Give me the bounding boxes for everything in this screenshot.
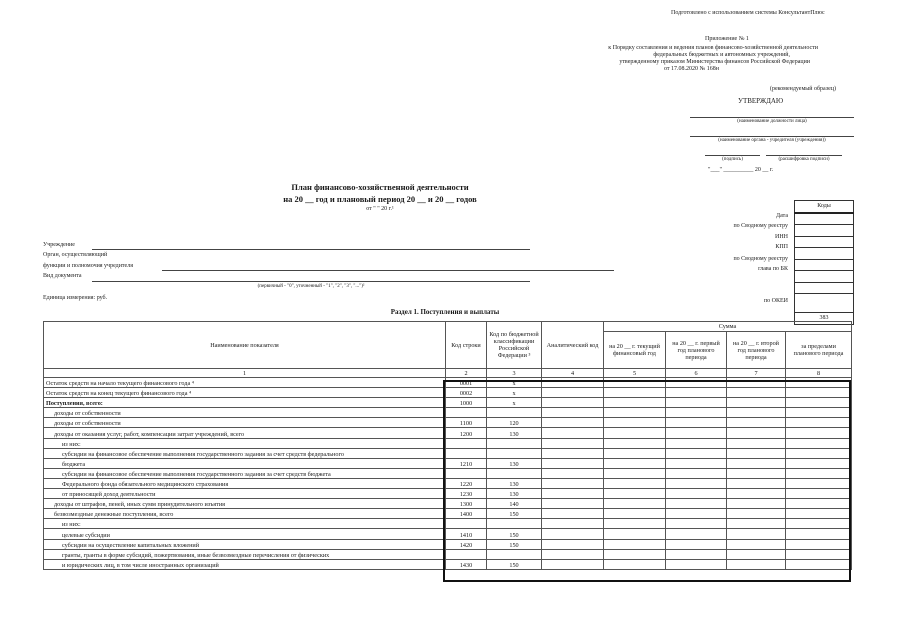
row-code: 1100 — [446, 418, 487, 428]
institution-line[interactable] — [92, 249, 530, 250]
th-name: Наименование показателя — [44, 322, 446, 369]
unit-label: Единица измерения: руб. — [43, 295, 108, 301]
decoding-caption: (расшифровка подписи) — [778, 157, 830, 162]
row-code: 1230 — [446, 489, 487, 499]
row-code: 0002 — [446, 388, 487, 398]
doctype-label: Вид документа — [43, 273, 82, 279]
row-code: 1420 — [446, 539, 487, 549]
row-name: Поступления, всего: — [44, 398, 446, 408]
top-note: Подготовлено с использованием системы КонсультантПлюс — [671, 10, 825, 16]
order-line-1: к Порядку составления и ведения планов финансово-хозяйственной деятельности — [608, 45, 818, 51]
th-num-1: 1 — [44, 369, 446, 378]
appendix-number: Приложение № 1 — [705, 36, 749, 42]
organ-line — [690, 136, 854, 137]
organ-line-field[interactable] — [162, 270, 614, 271]
row-code: 1220 — [446, 478, 487, 488]
row-budget-code: 150 — [487, 559, 542, 569]
row-budget-code: 130 — [487, 478, 542, 488]
row-budget-code: 130 — [487, 489, 542, 499]
codes-table — [794, 200, 854, 325]
code-label-registry: по Сводному реестру — [733, 223, 788, 229]
row-name: субсидии на осуществление капитальных вложений — [44, 539, 446, 549]
code-label-okei: по ОКЕИ — [763, 298, 788, 304]
row-name: из них: — [44, 519, 446, 529]
th-col6: на 20 __ г. первый год планового периода — [666, 332, 727, 369]
row-code: 1300 — [446, 499, 487, 509]
row-code: 1000 — [446, 398, 487, 408]
th-col8: за пределами планового периода — [786, 332, 852, 369]
code-cell-inn[interactable] — [795, 236, 854, 248]
order-line-2: федеральных бюджетных и автономных учреждений, — [653, 52, 790, 58]
th-num-8: 8 — [786, 369, 852, 378]
section-title: Раздел 1. Поступления и выплаты — [390, 308, 500, 316]
row-budget-code: 120 — [487, 418, 542, 428]
doctype-line[interactable] — [92, 281, 530, 282]
organ-label: Орган, осуществляющий — [43, 252, 108, 258]
row-name: Остаток средств на конец текущего финансового года ⁴ — [44, 388, 446, 398]
position-caption: (наименование должности лица) — [737, 119, 807, 124]
code-cell-empty[interactable] — [795, 282, 854, 294]
row-name: доходы от собственности — [44, 418, 446, 428]
row-budget-code: x — [487, 388, 542, 398]
code-cell-registry-2[interactable] — [795, 259, 854, 271]
th-num-4: 4 — [542, 369, 604, 378]
order-line-3: утвержденному приказом Министерства финансов Российской Федерации — [619, 59, 810, 65]
row-budget-code: 130 — [487, 428, 542, 438]
code-cell-kpp[interactable] — [795, 248, 854, 260]
code-label-date: Дата — [776, 213, 788, 219]
codes-header: Коды — [795, 201, 854, 213]
th-num-5: 5 — [604, 369, 666, 378]
code-cell-okei: 383 — [795, 313, 854, 325]
row-name: субсидии на финансовое обеспечение выполнения государственного задания за счет средств федерального — [44, 448, 446, 458]
organ-label-2: функции и полномочия учредителя — [43, 263, 133, 269]
row-name: Остаток средств на начало текущего финансового года ⁴ — [44, 378, 446, 388]
row-budget-code: x — [487, 398, 542, 408]
doctype-caption: (первичный - "0", уточненный - "1", "2", "3", "...")² — [257, 284, 365, 289]
th-col5: на 20 __ г. текущий финансовый год — [604, 332, 666, 369]
row-budget-code: 150 — [487, 529, 542, 539]
data-area-frame — [443, 380, 851, 582]
row-code: 0001 — [446, 378, 487, 388]
row-name: гранты, гранты в форме субсидий, пожертвования, иные безвозмездные перечисления от физических — [44, 549, 446, 559]
institution-label: Учреждение — [43, 242, 75, 248]
th-analytic: Аналитический код — [542, 322, 604, 369]
signature-caption: (подпись) — [722, 157, 743, 162]
row-budget-code: 140 — [487, 499, 542, 509]
decoding-line — [766, 155, 842, 156]
row-name: доходы от штрафов, пеней, иных сумм принудительного изъятия — [44, 499, 446, 509]
order-line-4: от 17.08.2020 № 168н — [664, 66, 719, 72]
row-name: из них: — [44, 438, 446, 448]
row-budget-code: x — [487, 378, 542, 388]
row-name: целевые субсидии — [44, 529, 446, 539]
code-cell-registry[interactable] — [795, 225, 854, 237]
th-col7: на 20 __ г. второй год планового периода — [727, 332, 786, 369]
row-code: 1200 — [446, 428, 487, 438]
code-cell-bk[interactable] — [795, 271, 854, 283]
th-row-code: Код строки — [446, 322, 487, 369]
row-budget-code: 150 — [487, 509, 542, 519]
plan-title: План финансово-хозяйственной деятельности — [291, 182, 469, 192]
signature-line — [705, 155, 760, 156]
row-name: субсидии на финансовое обеспечение выполнения государственного задания за счет средств бюджета — [44, 468, 446, 478]
code-label-registry-2: по Сводному реестру — [733, 256, 788, 262]
row-name: Федерального фонда обязательного медицинского страхования — [44, 478, 446, 488]
code-label-bk: глава по БК — [758, 266, 788, 272]
th-sum: Сумма — [604, 322, 852, 332]
row-code: 1430 — [446, 559, 487, 569]
row-code: 1210 — [446, 458, 487, 468]
row-name: бюджета — [44, 458, 446, 468]
th-num-7: 7 — [727, 369, 786, 378]
th-num-6: 6 — [666, 369, 727, 378]
row-name: доходы от собственности — [44, 408, 446, 418]
row-budget-code: 130 — [487, 458, 542, 468]
th-budget-code: Код по бюджетной классификации Российской Федерации ³ — [487, 322, 542, 369]
row-code: 1410 — [446, 529, 487, 539]
code-label-inn: ИНН — [775, 234, 788, 240]
row-name: и юридических лиц, в том числе иностранных организаций — [44, 559, 446, 569]
row-name: безвозмездные денежные поступления, всего — [44, 509, 446, 519]
organ-caption: (наименование органа - учредителя (учреждения)) — [718, 138, 826, 143]
approve-date: "___" __________ 20 __ г. — [708, 167, 774, 173]
row-budget-code: 150 — [487, 539, 542, 549]
th-num-2: 2 — [446, 369, 487, 378]
row-name: от приносящей доход деятельности — [44, 489, 446, 499]
approve-label: УТВЕРЖДАЮ — [738, 97, 784, 105]
row-name: доходы от оказания услуг, работ, компенсации затрат учреждений, всего — [44, 428, 446, 438]
plan-period: на 20 __ год и плановый период 20 __ и 20 __ годов — [283, 194, 477, 204]
th-num-3: 3 — [487, 369, 542, 378]
plan-date: от " " 20 г.¹ — [366, 206, 394, 212]
code-label-kpp: КПП — [775, 244, 788, 250]
row-code: 1400 — [446, 509, 487, 519]
code-cell-spacer — [795, 294, 854, 313]
recommended-sample: (рекомендуемый образец) — [770, 86, 836, 92]
position-line — [690, 117, 854, 118]
code-cell-date[interactable] — [795, 213, 854, 225]
